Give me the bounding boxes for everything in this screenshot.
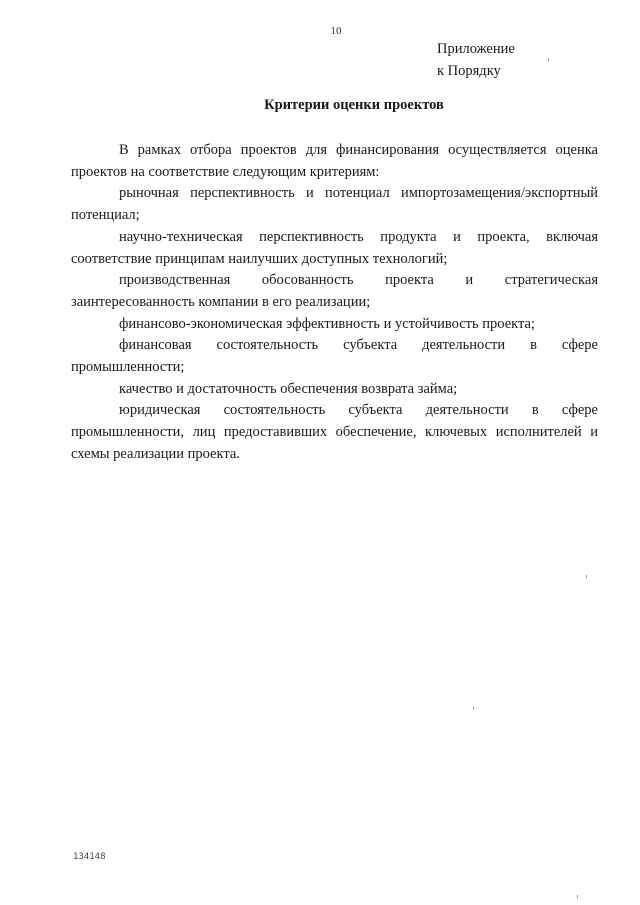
criterion-item: научно-техническая перспективность продукта и проекта, включая соответствие принципам наилучших доступных технологий;	[71, 228, 598, 267]
document-stamp-number: 134148	[73, 852, 106, 862]
appendix-line-1: Приложение	[437, 41, 515, 57]
scan-speck	[548, 58, 549, 61]
criterion-item: финансовая состоятельность субъекта деятельности в сфере промышленности;	[71, 337, 598, 376]
scan-speck	[473, 707, 474, 710]
page-number: 10	[330, 25, 342, 37]
scan-speck	[577, 895, 578, 898]
scan-speck	[586, 575, 587, 578]
criterion-item: качество и достаточность обеспечения возврата займа;	[119, 380, 458, 397]
document-body	[71, 140, 598, 466]
appendix-line-2: к Порядку	[437, 63, 501, 79]
appendix-reference	[437, 38, 515, 82]
criterion-item: производственная обосованность проекта и стратегическая заинтересованность компании в его реализации;	[71, 272, 598, 310]
criterion-item: юридическая состоятельность субъекта деятельности в сфере промышленности, лиц предоставивших обеспечение, ключевых исполнителей и схемы реализации проекта.	[71, 402, 598, 462]
intro-paragraph: В рамках отбора проектов для финансирования осуществляется оценка проектов на соответствие следующим критериям:	[71, 142, 598, 180]
criterion-item: рыночная перспективность и потенциал импортозамещения/экспортный потенциал;	[71, 185, 598, 224]
document-title: Критерии оценки проектов	[264, 97, 444, 113]
criterion-item: финансово-экономическая эффективность и устойчивость проекта;	[119, 315, 535, 332]
